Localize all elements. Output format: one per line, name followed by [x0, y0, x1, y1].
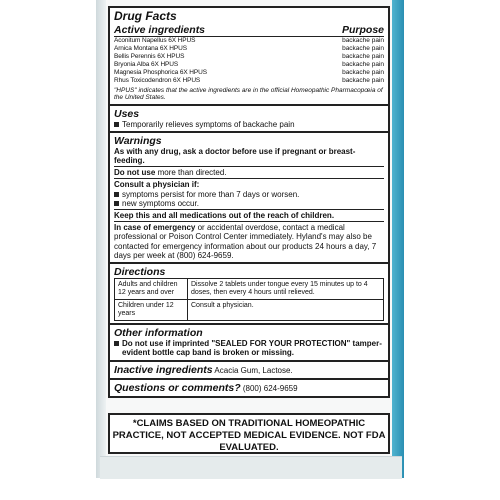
- do-not-use-line: Do not use more than directed.: [114, 166, 384, 177]
- questions-section: [110, 380, 388, 396]
- table-row: [115, 278, 384, 299]
- ingredient-row: Aconitum Napellus 6X HPUS backache pain: [114, 36, 384, 44]
- inactive-title: Inactive ingredients: [114, 363, 213, 376]
- directions-section: [110, 264, 388, 325]
- other-info-item: Do not use if imprinted "SEALED FOR YOUR PROTECTION" tamper-evident bottle cap band is broken or missing.: [114, 339, 384, 357]
- purpose-title: Purpose: [341, 23, 384, 36]
- consult-item: new symptoms occur.: [114, 199, 384, 208]
- hpus-note: "HPUS" indicates that the active ingredients are in the official Homeopathic Pharmacopœia of the United States.: [114, 86, 383, 102]
- inactive-section: [110, 362, 388, 380]
- dose-cell: Consult a physician.: [188, 300, 384, 321]
- keep-away-warning: Keep this and all medications out of the reach of children.: [114, 209, 384, 220]
- uses-title: Uses: [114, 107, 140, 120]
- age-cell: Adults and children 12 years and over: [115, 278, 188, 299]
- drug-facts-title: Drug Facts: [114, 9, 177, 23]
- ingredient-row: Bryonia Alba 6X HPUS backache pain: [114, 61, 384, 69]
- bullet-square-icon: [114, 341, 119, 346]
- box-left-edge: [96, 0, 106, 478]
- warnings-title: Warnings: [114, 134, 162, 147]
- box-bottom-edge: [100, 456, 402, 479]
- ingredient-row: Rhus Toxicodendron 6X HPUS backache pain: [114, 77, 384, 85]
- questions-title: Questions or comments?: [114, 381, 241, 394]
- bullet-square-icon: [114, 122, 119, 127]
- emergency-warning: In case of emergency or accidental overdose, contact a medical professional or Poison Control Center immediately. Hyland's may also be contacted for emergency information about our products 24 hours a day, 7 days per week at (800) 624-9659.: [114, 221, 384, 260]
- active-ingredients-header: [114, 24, 384, 37]
- table-row: [115, 300, 384, 321]
- consult-block: [114, 178, 384, 208]
- other-info-section: [110, 325, 388, 361]
- uses-section: [110, 106, 388, 133]
- active-ingredients-title: Active ingredients: [114, 23, 206, 36]
- age-cell: Children under 12 years: [115, 300, 188, 321]
- warnings-section: [110, 133, 388, 264]
- directions-table: [114, 278, 384, 321]
- any-drug-warning: As with any drug, ask a doctor before use if pregnant or breast-feeding.: [114, 146, 356, 166]
- other-info-title: Other information: [114, 327, 203, 340]
- ingredient-row: Magnesia Phosphorica 6X HPUS backache pain: [114, 69, 384, 77]
- ingredient-row: Arnica Montana 6X HPUS backache pain: [114, 44, 384, 52]
- consult-title: Consult a physician if:: [114, 180, 200, 190]
- consult-item: symptoms persist for more than 7 days or worsen.: [114, 190, 384, 199]
- drug-facts-panel: [108, 6, 390, 398]
- drug-facts-section: [110, 8, 388, 106]
- ingredient-row: Bellis Perennis 6X HPUS backache pain: [114, 53, 384, 61]
- bullet-square-icon: [114, 201, 119, 206]
- dose-cell: Dissolve 2 tablets under tongue every 15 minutes up to 4 doses, then every 4 hours until relieved.: [188, 278, 384, 299]
- claims-disclaimer: *CLAIMS BASED ON TRADITIONAL HOMEOPATHIC PRACTICE, NOT ACCEPTED MEDICAL EVIDENCE. NOT FDA EVALUATED.: [108, 413, 390, 454]
- ingredient-list: [114, 37, 384, 86]
- questions-phone: (800) 624-9659: [242, 383, 298, 393]
- box-right-edge: [392, 0, 404, 478]
- directions-title: Directions: [114, 265, 166, 278]
- uses-item: Temporarily relieves symptoms of backache pain: [114, 120, 384, 129]
- inactive-text: Acacia Gum, Lactose.: [214, 365, 293, 375]
- bullet-square-icon: [114, 192, 119, 197]
